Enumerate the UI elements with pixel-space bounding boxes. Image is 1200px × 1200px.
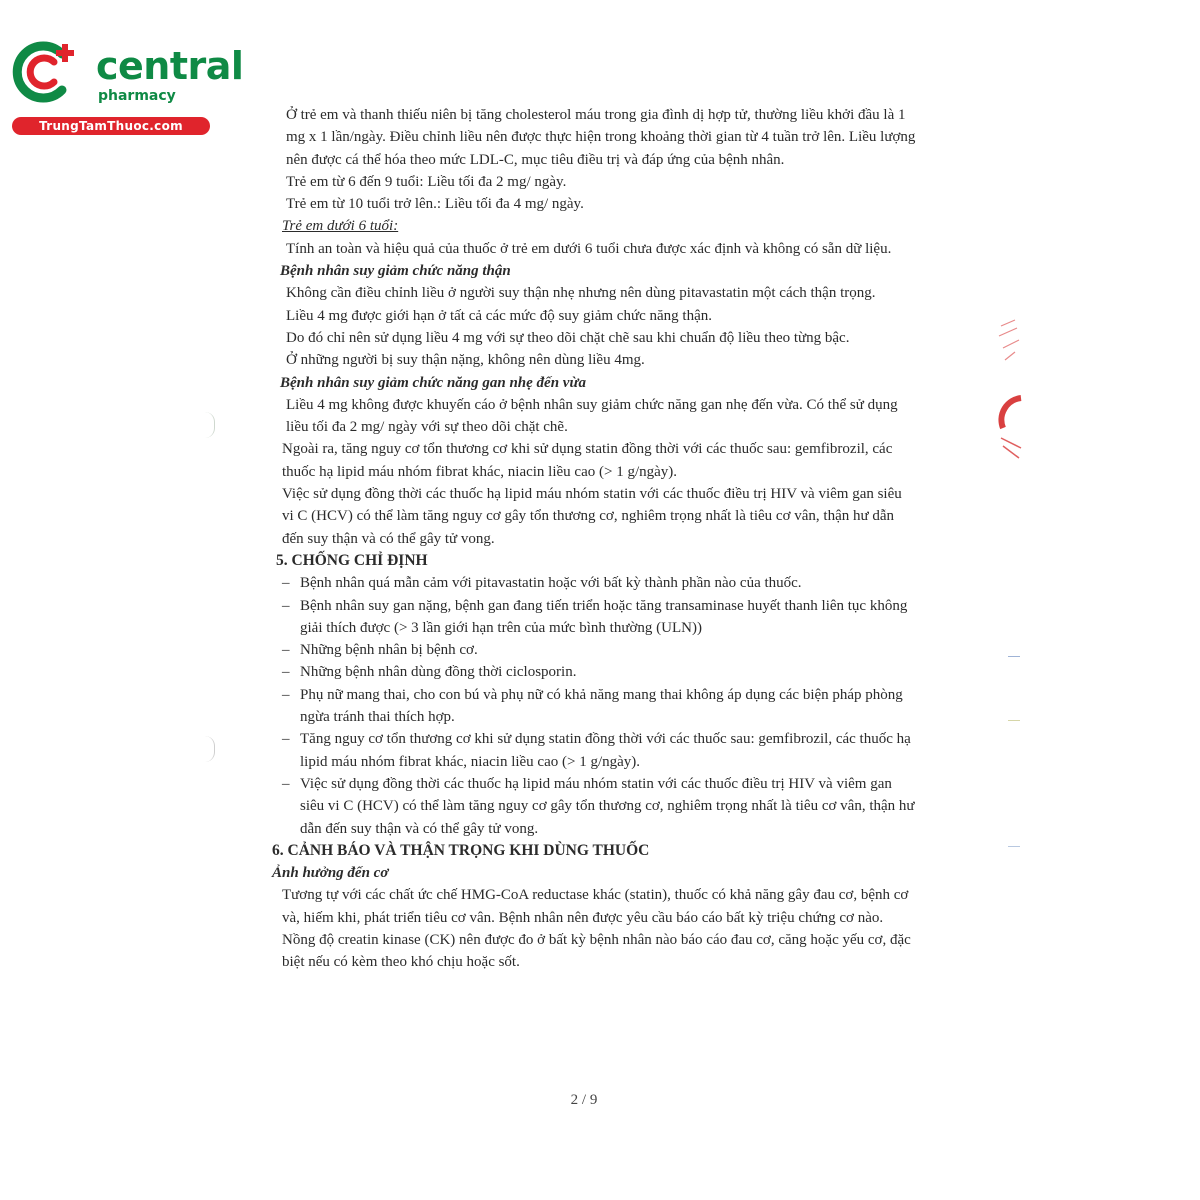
stamp-fragment-icon: [995, 318, 1025, 468]
paragraph-renal-limit: Liều 4 mg được giới hạn ở tất cả các mức độ suy giảm chức năng thận.: [286, 307, 712, 324]
list-item: – Tăng nguy cơ tổn thương cơ khi sử dụng statin đồng thời với các thuốc sau: gemfibrozil, các thuốc hạ lipid máu nhóm fibrat khác, niacin liều cao (> 1 g/ngày).: [300, 728, 916, 773]
margin-mark: [202, 412, 215, 438]
list-item: – Phụ nữ mang thai, cho con bú và phụ nữ có khả năng mang thai không áp dụng các biện pháp phòng ngừa tránh thai thích hợp.: [300, 684, 916, 729]
paragraph-renal-severe: Ở những người bị suy thận nặng, không nên dùng liều 4mg.: [286, 352, 645, 369]
paragraph-age-10-plus: Trẻ em từ 10 tuổi trở lên.: Liều tối đa 4 mg/ ngày.: [286, 196, 584, 213]
paragraph-pediatric-dosing: Ở trẻ em và thanh thiếu niên bị tăng cholesterol máu trong gia đình dị hợp tử, thường liều khởi đầu là 1 mg x 1 lần/ngày. Điều chỉnh liều nên được thực hiện trong khoảng thời gian từ 4 tuần trở lên. Liều lượng nên được cá thể hóa theo mức LDL-C, mục tiêu điều trị và đáp ứng của bệnh nhân.: [286, 107, 916, 168]
section-6-title: 6. CẢNH BÁO VÀ THẬN TRỌNG KHI DÙNG THUỐC: [272, 841, 650, 859]
margin-mark: [1008, 846, 1020, 847]
margin-mark: [1008, 720, 1020, 721]
logo-subtitle: pharmacy: [98, 88, 176, 104]
list-item: – Bệnh nhân quá mẫn cảm với pitavastatin hoặc với bất kỳ thành phần nào của thuốc.: [300, 572, 916, 594]
subheading-children-under-6: Trẻ em dưới 6 tuổi:: [282, 218, 399, 235]
list-item: – Việc sử dụng đồng thời các thuốc hạ lipid máu nhóm statin với các thuốc điều trị HIV và viêm gan siêu vi C (HCV) có thể làm tăng nguy cơ gây tổn thương cơ, nghiêm trọng nhất là tiêu cơ vân, thận hư dẫn đến suy thận và có thể gây tử vong.: [300, 773, 916, 840]
subheading-hepatic-impairment: Bệnh nhân suy giảm chức năng gan nhẹ đến vừa: [280, 374, 586, 391]
logo-name: central: [96, 44, 244, 88]
section-5-title: 5. CHỐNG CHỈ ĐỊNH: [276, 551, 428, 569]
paragraph-statin-interactions: Ngoài ra, tăng nguy cơ tổn thương cơ khi sử dụng statin đồng thời với các thuốc sau: gemfibrozil, các thuốc hạ lipid máu nhóm fibrat khác, niacin liều cao (> 1 g/ngày).: [282, 441, 893, 480]
central-pharmacy-logo[interactable]: [10, 38, 244, 138]
paragraph-age-6-9: Trẻ em từ 6 đến 9 tuổi: Liều tối đa 2 mg/ ngày.: [286, 173, 567, 190]
page-number: 2 / 9: [570, 1092, 598, 1108]
list-item: – Những bệnh nhân bị bệnh cơ.: [300, 639, 916, 661]
paragraph-hepatic: Liều 4 mg không được khuyến cáo ở bệnh nhân suy giảm chức năng gan nhẹ đến vừa. Có thể sử dụng liều tối đa 2 mg/ ngày với sự theo dõi chặt chẽ.: [286, 396, 898, 436]
contraindication-list: [272, 572, 916, 840]
pharmacy-logo-icon: [10, 38, 78, 106]
margin-mark: [1008, 656, 1020, 657]
paragraph-muscle-effects: Tương tự với các chất ức chế HMG-CoA reductase khác (statin), thuốc có khả năng gây đau cơ, bệnh cơ và, hiếm khi, phát triển tiêu cơ vân. Bệnh nhân nên được yêu cầu báo cáo bất kỳ triệu chứng cơ nào. Nồng độ creatin kinase (CK) nên được đo ở bất kỳ bệnh nhân nào báo cáo đau cơ, căng hoặc yếu cơ, đặc biệt nếu có kèm theo khó chịu hoặc sốt.: [282, 887, 911, 971]
paragraph-under-6: Tính an toàn và hiệu quả của thuốc ở trẻ em dưới 6 tuổi chưa được xác định và không có sẵn dữ liệu.: [286, 240, 892, 257]
margin-mark: [202, 736, 215, 762]
paragraph-renal-titration: Do đó chỉ nên sử dụng liều 4 mg với sự theo dõi chặt chẽ sau khi chuẩn độ liều theo từng bậc.: [286, 329, 850, 346]
list-item: – Bệnh nhân suy gan nặng, bệnh gan đang tiến triển hoặc tăng transaminase huyết thanh liên tục không giải thích được (> 3 lần giới hạn trên của mức bình thường (ULN)): [300, 595, 916, 640]
document-body: [272, 104, 916, 974]
paragraph-hiv-hcv: Việc sử dụng đồng thời các thuốc hạ lipid máu nhóm statin với các thuốc điều trị HIV và viêm gan siêu vi C (HCV) có thể làm tăng nguy cơ gây tổn thương cơ, nghiêm trọng nhất là tiêu cơ vân, thận hư dẫn đến suy thận và có thể gây tử vong.: [282, 486, 902, 547]
subheading-renal-impairment: Bệnh nhân suy giảm chức năng thận: [280, 263, 511, 280]
list-item: – Những bệnh nhân dùng đồng thời ciclosporin.: [300, 661, 916, 683]
logo-website: TrungTamThuoc.com: [12, 117, 210, 135]
subheading-muscle-effects: Ảnh hưởng đến cơ: [272, 865, 389, 882]
paragraph-renal-mild: Không cần điều chỉnh liều ở người suy thận nhẹ nhưng nên dùng pitavastatin một cách thận trọng.: [286, 285, 876, 302]
